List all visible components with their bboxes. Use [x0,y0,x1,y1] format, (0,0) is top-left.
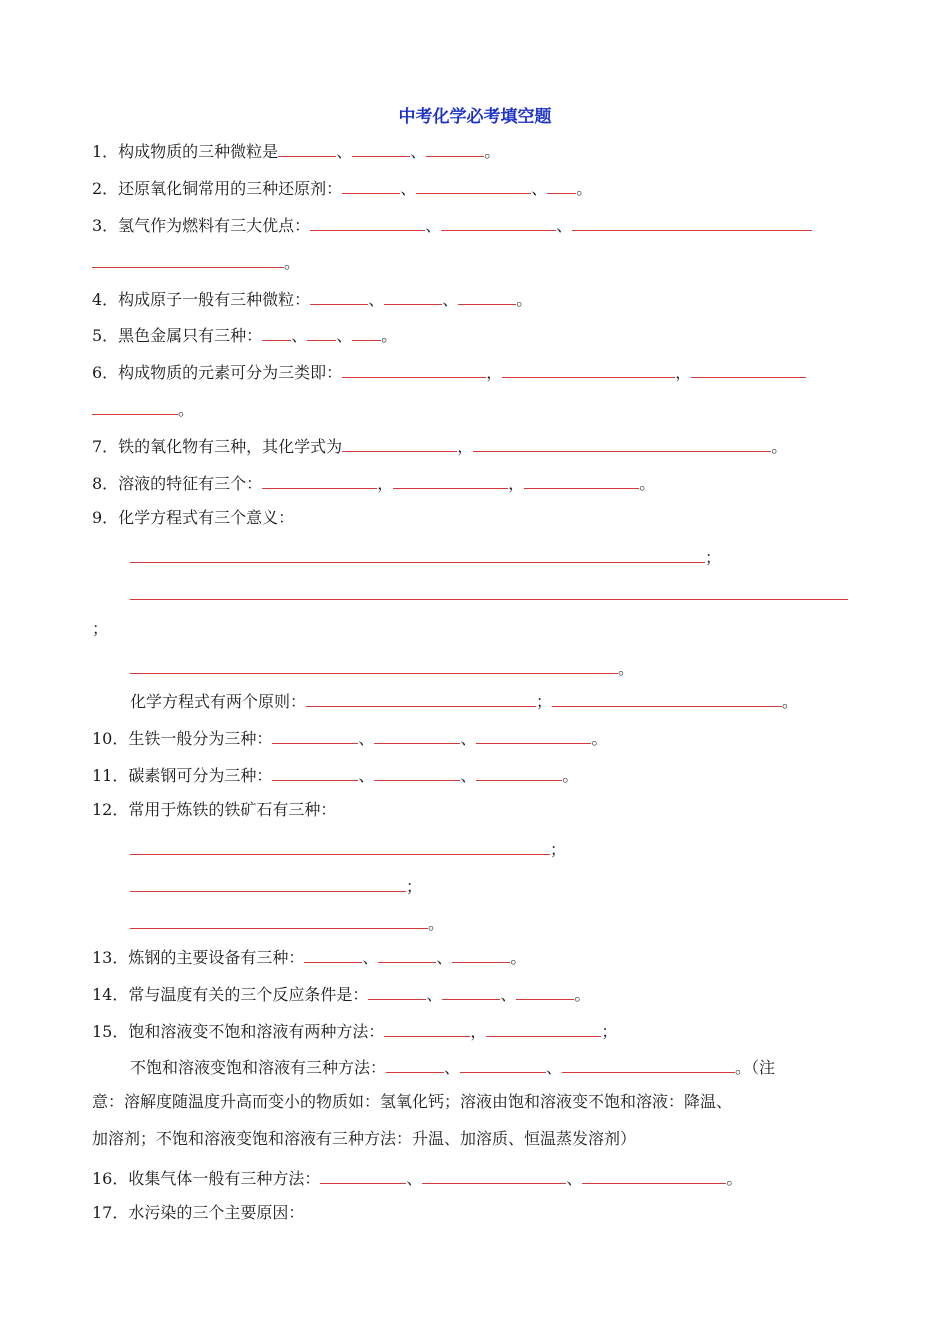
answer-blank[interactable] [460,1054,546,1073]
question-line-q12b [130,873,422,895]
question-line-q9b2 [92,618,108,640]
answer-blank[interactable] [92,396,178,415]
question-text: ， [675,363,692,382]
answer-blank[interactable] [442,981,500,1000]
question-line-q16 [92,1165,742,1187]
question-text: 4．构成原子一般有三种微粒： [92,290,311,309]
question-text: 。 [284,253,301,272]
answer-blank[interactable] [547,175,576,194]
question-text: 、 [291,326,308,345]
answer-blank[interactable] [458,286,516,305]
answer-blank[interactable] [691,359,806,378]
answer-blank[interactable] [516,981,574,1000]
question-text: 、 [406,1169,423,1188]
question-text: 。 [381,326,398,345]
question-text: 。 [516,290,533,309]
answer-blank[interactable] [262,470,377,489]
question-line-q4 [92,286,532,308]
answer-blank[interactable] [92,249,284,268]
answer-blank[interactable] [130,581,848,600]
question-line-q6b [92,396,194,418]
answer-blank[interactable] [476,762,562,781]
question-text: 。 [510,948,527,967]
question-text: 11．碳素钢可分为三种： [92,766,273,785]
answer-blank[interactable] [476,725,591,744]
question-line-q14 [92,981,590,1003]
question-line-q1 [92,138,500,160]
question-line-q6 [92,359,806,381]
answer-blank[interactable] [130,655,618,674]
question-text: 化学方程式有两个原则： [130,692,307,711]
answer-blank[interactable] [130,910,428,929]
question-text: ， [486,363,503,382]
question-line-q9b [130,581,848,603]
question-line-q9c [130,655,634,677]
question-text: 、 [531,179,548,198]
answer-blank[interactable] [393,470,508,489]
question-text: ； [92,619,109,638]
answer-blank[interactable] [378,944,436,963]
question-text: 、 [425,216,442,235]
question-text: 16．收集气体一般有三种方法： [92,1169,321,1188]
question-text: 。 [591,729,608,748]
question-text: 。 [782,692,799,711]
question-text: 、 [546,1058,563,1077]
answer-blank[interactable] [352,322,381,341]
question-text: 。 [726,1169,743,1188]
question-line-q8 [92,470,655,492]
question-text: 。 [428,914,445,933]
answer-blank[interactable] [278,138,336,157]
question-text: ； [705,548,722,567]
question-line-q15d [92,1128,636,1150]
question-line-q2 [92,175,592,197]
question-line-q15 [92,1018,617,1040]
answer-blank[interactable] [422,1165,566,1184]
question-text: 10．生铁一般分为三种： [92,729,273,748]
answer-blank[interactable] [572,212,812,231]
question-line-q10 [92,725,607,747]
question-text: 、 [362,948,379,967]
question-text: ， [508,474,525,493]
question-text: 、 [400,179,417,198]
question-line-q12 [92,799,336,821]
question-text: 不饱和溶液变饱和溶液有三种方法： [130,1058,387,1077]
question-text: 、 [500,985,517,1004]
question-text: 1．构成物质的三种微粒是 [92,142,279,161]
question-text: ， [470,1022,487,1041]
answer-blank[interactable] [374,725,460,744]
answer-blank[interactable] [272,762,358,781]
question-text: 加溶剂；不饱和溶液变饱和溶液有三种方法：升温、加溶质、恒温蒸发溶剂） [92,1129,637,1148]
answer-blank[interactable] [130,873,406,892]
answer-blank[interactable] [441,212,556,231]
answer-blank[interactable] [426,138,484,157]
question-text: 9．化学方程式有三个意义： [92,508,295,527]
answer-blank[interactable] [368,981,426,1000]
answer-blank[interactable] [342,433,457,452]
question-text: 8．溶液的特征有三个： [92,474,263,493]
question-text: ； [550,840,567,859]
question-text: 、 [566,1169,583,1188]
question-text: 、 [368,290,385,309]
question-text: 5．黑色金属只有三种： [92,326,263,345]
question-text: 3．氢气作为燃料有三大优点： [92,216,311,235]
answer-blank[interactable] [502,359,675,378]
question-text: 13．炼钢的主要设备有三种： [92,948,305,967]
question-line-q11 [92,762,578,784]
question-text: 。 [178,400,195,419]
question-text: 、 [410,142,427,161]
question-text: 、 [358,729,375,748]
answer-blank[interactable] [130,544,705,563]
question-text: 意：溶解度随温度升高而变小的物质如：氢氧化钙；溶液由饱和溶液变不饱和溶液：降温、 [92,1092,733,1111]
question-text: ； [536,692,553,711]
answer-blank[interactable] [306,688,536,707]
answer-blank[interactable] [272,725,358,744]
answer-blank[interactable] [374,762,460,781]
question-line-q9d [130,688,798,710]
question-text: 。 [574,985,591,1004]
question-text: 、 [358,766,375,785]
question-text: 7．铁的氧化物有三种，其化学式为 [92,437,343,456]
question-text: 。 [576,179,593,198]
answer-blank[interactable] [130,836,550,855]
question-line-q12a [130,836,566,858]
question-text: 。 [484,142,501,161]
question-line-q15c [92,1091,732,1113]
question-text: 12．常用于炼铁的铁矿石有三种： [92,800,337,819]
answer-blank[interactable] [304,944,362,963]
question-text: ； [406,877,423,896]
answer-blank[interactable] [524,470,639,489]
question-text: 、 [426,985,443,1004]
question-text: 6．构成物质的元素可分为三类即： [92,363,343,382]
question-text: 17．水污染的三个主要原因： [92,1203,305,1222]
question-text: 、 [460,766,477,785]
answer-blank[interactable] [582,1165,726,1184]
answer-blank[interactable] [473,433,771,452]
answer-blank[interactable] [562,1054,735,1073]
answer-blank[interactable] [310,212,425,231]
question-line-q9a [130,544,721,566]
question-text: 。 [771,437,788,456]
question-line-q9 [92,507,294,529]
answer-blank[interactable] [310,286,368,305]
question-text: 2．还原氧化铜常用的三种还原剂： [92,179,343,198]
question-text: 、 [436,948,453,967]
question-line-q3 [92,212,812,234]
page-title: 中考化学必考填空题 [398,107,552,127]
question-text: 15．饱和溶液变不饱和溶液有两种方法： [92,1022,385,1041]
answer-blank[interactable] [552,688,782,707]
question-line-q13 [92,944,526,966]
answer-blank[interactable] [416,175,531,194]
answer-blank[interactable] [452,944,510,963]
question-text: 、 [336,142,353,161]
answer-blank[interactable] [320,1165,406,1184]
question-text: 。（注 [735,1058,776,1077]
answer-blank[interactable] [342,359,486,378]
question-line-q12c [130,910,444,932]
question-line-q17 [92,1202,304,1224]
question-text: 。 [562,766,579,785]
question-text: 。 [639,474,656,493]
question-text: 、 [460,729,477,748]
question-text: ， [457,437,474,456]
answer-blank[interactable] [262,322,291,341]
question-text: 、 [444,1058,461,1077]
answer-blank[interactable] [386,1054,444,1073]
question-text: 。 [618,659,635,678]
question-line-q3b [92,249,300,271]
answer-blank[interactable] [384,286,442,305]
answer-blank[interactable] [486,1018,601,1037]
answer-blank[interactable] [342,175,400,194]
question-line-q5 [92,322,397,344]
question-text: 、 [556,216,573,235]
answer-blank[interactable] [384,1018,470,1037]
answer-blank[interactable] [352,138,410,157]
question-text: ； [601,1022,618,1041]
answer-blank[interactable] [307,322,336,341]
question-text: 14．常与温度有关的三个反应条件是： [92,985,369,1004]
question-line-q15b [130,1054,775,1076]
question-text: 、 [442,290,459,309]
question-text: 、 [336,326,353,345]
question-line-q7 [92,433,787,455]
question-text: ， [377,474,394,493]
